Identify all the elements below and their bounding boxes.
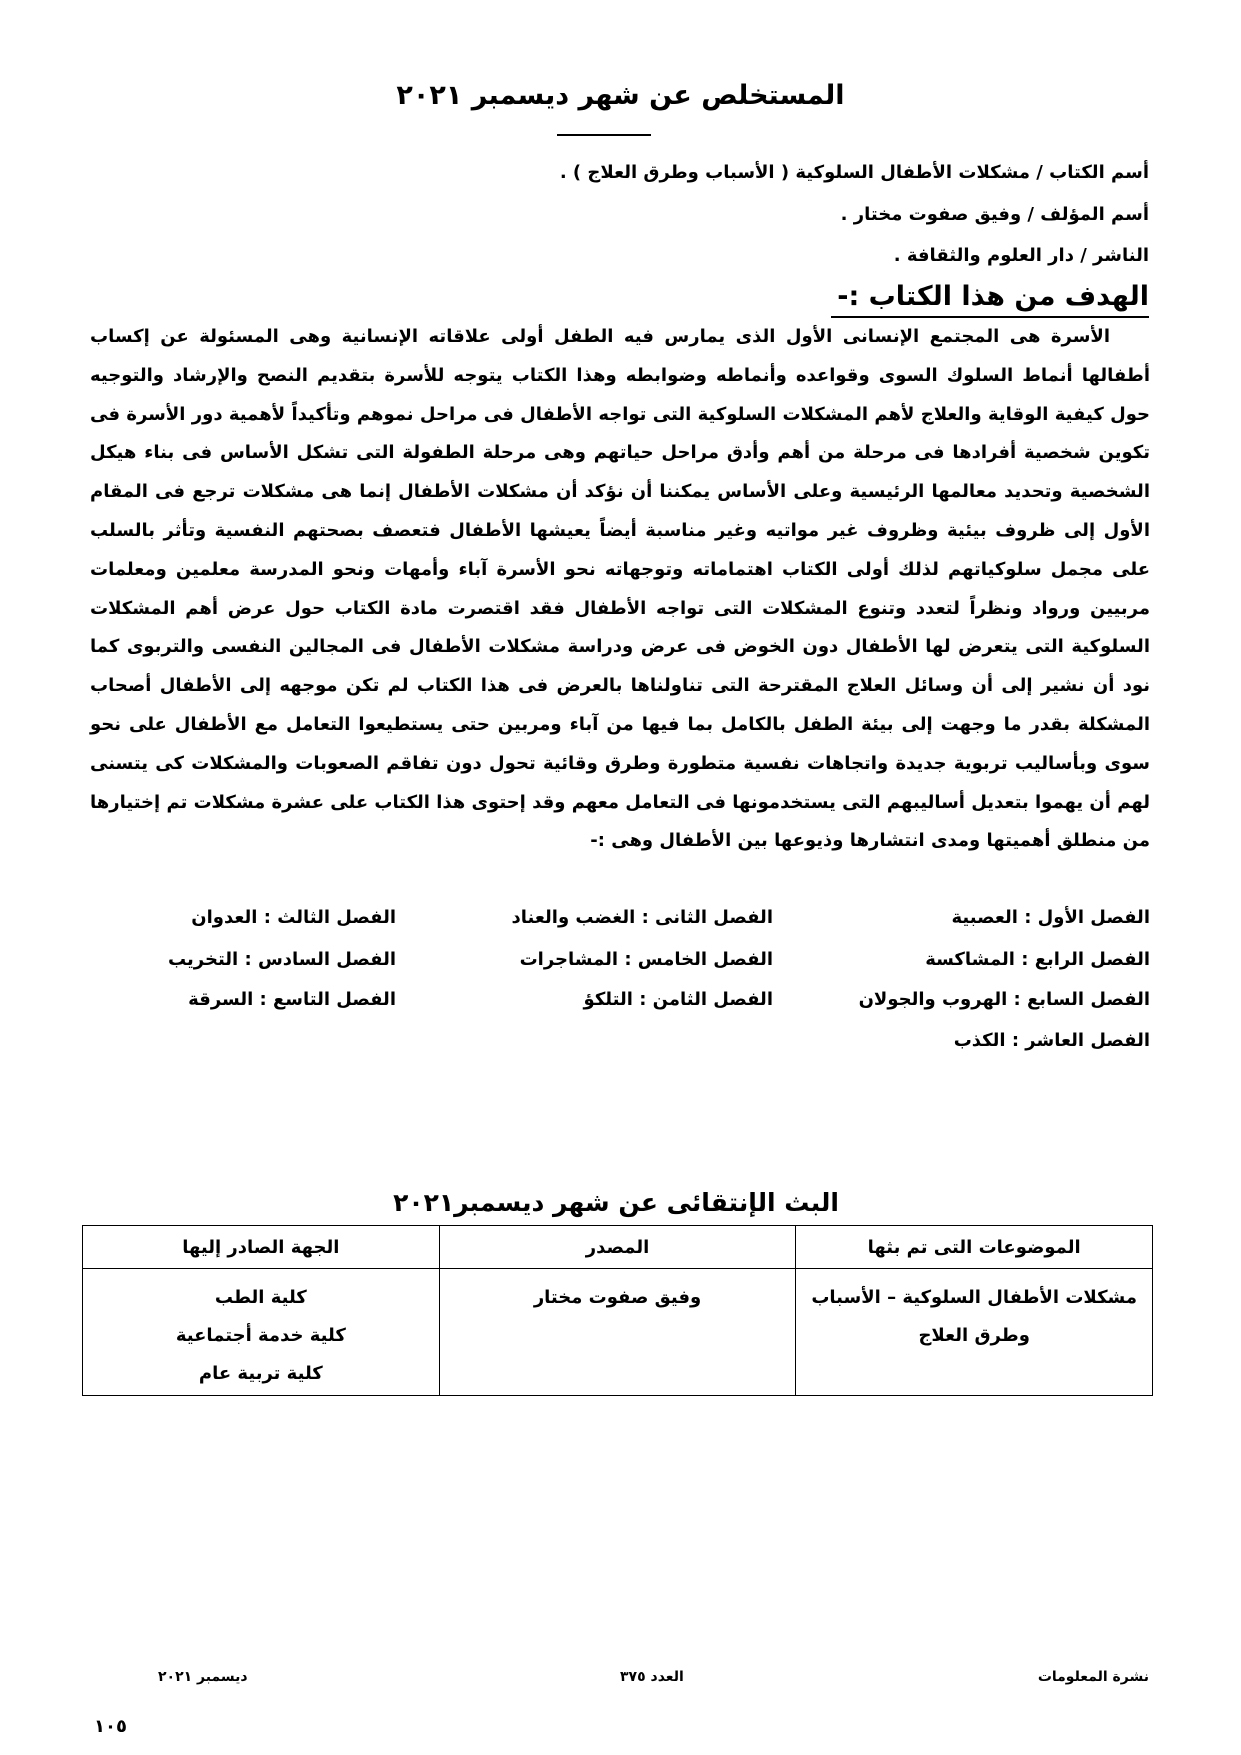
source-cell	[439, 1269, 796, 1396]
book-publisher-line: الناشر / دار العلوم والثقافة .	[893, 245, 1149, 266]
footer-bulletin-name: نشرة المعلومات	[1037, 1669, 1149, 1685]
topic-cell	[796, 1269, 1153, 1396]
chapter-item: الفصل الثامن : التلكؤ	[583, 989, 773, 1010]
recipients-cell	[83, 1269, 440, 1396]
chapter-item: الفصل الثانى : الغضب والعناد	[511, 907, 773, 928]
title-underline	[557, 134, 651, 136]
table-row	[83, 1269, 1153, 1396]
chapter-item: الفصل الأول : العصبية	[951, 907, 1150, 928]
recipient-line: كلية تربية عام	[198, 1363, 323, 1384]
book-author-line: أسم المؤلف / وفيق صفوت مختار .	[840, 204, 1149, 225]
topic-line: وطرق العلاج	[918, 1325, 1030, 1346]
page-title: المستخلص عن شهر ديسمبر ٢٠٢١	[396, 80, 845, 111]
chapter-item: الفصل السابع : الهروب والجولان	[858, 989, 1150, 1010]
chapter-item: الفصل الخامس : المشاجرات	[519, 949, 773, 970]
chapter-item: الفصل التاسع : السرقة	[188, 989, 396, 1010]
source-text: وفيق صفوت مختار	[533, 1287, 702, 1308]
recipient-line: كلية الطب	[214, 1287, 307, 1308]
chapter-item: الفصل الثالث : العدوان	[191, 907, 396, 928]
dissemination-table-title: البث الإنتقائى عن شهر ديسمبر٢٠٢١	[393, 1188, 839, 1217]
column-header-topics: الموضوعات التى تم بثها	[796, 1226, 1153, 1269]
footer-issue-number: العدد ٣٧٥	[620, 1669, 684, 1685]
chapter-item: الفصل الرابع : المشاكسة	[925, 949, 1150, 970]
column-header-recipients: الجهة الصادر إليها	[83, 1226, 440, 1269]
chapter-item: الفصل العاشر : الكذب	[953, 1030, 1150, 1051]
chapter-item: الفصل السادس : التخريب	[167, 949, 396, 970]
recipient-line: كلية خدمة أجتماعية	[175, 1325, 346, 1346]
page-number: ١٠٥	[94, 1716, 127, 1737]
topic-line: مشكلات الأطفال السلوكية – الأسباب	[811, 1287, 1138, 1308]
table-header-row	[83, 1226, 1153, 1269]
footer-date: ديسمبر ٢٠٢١	[158, 1669, 248, 1685]
book-summary-paragraph: الأسرة هى المجتمع الإنسانى الأول الذى يمارس فيه الطفل أولى علاقاته الإنسانية وهى المسئولة عن إكساب أطفالها أنماط السلوك السوى وقواعده وأنماطه وضوابطه وهذا الكتاب يتوجه للأسرة بتقديم النصح والإرشاد والتوجيه حول كيفية الوقاية والعلاج لأهم المشكلات السلوكية التى تواجه الأطفال فى مراحل نموهم وتأكيداً لأهمية دور الأسرة فى تكوين شخصية أفرادها فى مرحلة من أهم وأدق مراحل حياتهم وهى مرحلة الطفولة التى تشكل الأساس فى بناء هيكل الشخصية وتحديد معالمها الرئيسية وعلى الأساس يمكننا أن نؤكد أن مشكلات الأطفال إنما هى مشكلات ترجع فى المقام الأول إلى ظروف بيئية وظروف غير مواتيه وغير مناسبة أيضاً يعيشها الأطفال فتعصف بصحتهم النفسية وتأثر بالسلب على مجمل سلوكياتهم لذلك أولى الكتاب اهتماماته وتوجهاته نحو الأسرة آباء وأمهات ونحو المدرسة معلمين ومعلمات مربيين ورواد ونظراً لتعدد وتنوع المشكلات التى تواجه الأطفال فقد اقتصرت مادة الكتاب حول عرض أهم المشكلات السلوكية التى يتعرض لها الأطفال دون الخوض فى عرض ودراسة مشكلات الأطفال فى المجالين النفسى والتربوى كما نود أن نشير إلى أن وسائل العلاج المقترحة التى تناولناها بالعرض فى هذا الكتاب لم تكن موجهه إلى الأطفال أصحاب المشكلة بقدر ما وجهت إلى بيئة الطفل بالكامل بما فيها من آباء ومربين حتى يستطيعوا التعامل مع الأطفال على نحو سوى وبأساليب تربوية جديدة واتجاهات نفسية متطورة وطرق وقائية تحول دون تفاقم الصعوبات والمشكلات كى يتسنى لهم أن يهموا بتعديل أساليبهم التى يستخدمونها فى التعامل معهم وقد إحتوى هذا الكتاب على عشرة مشكلات تم إختيارها من منطلق أهميتها ومدى انتشارها وذيوعها بين الأطفال وهى :-	[90, 326, 1150, 852]
book-name-line: أسم الكتاب / مشكلات الأطفال السلوكية ( الأسباب وطرق العلاج ) .	[559, 162, 1149, 183]
column-header-source: المصدر	[439, 1226, 796, 1269]
dissemination-table	[82, 1225, 1153, 1396]
goal-heading: الهدف من هذا الكتاب :-	[831, 280, 1149, 318]
